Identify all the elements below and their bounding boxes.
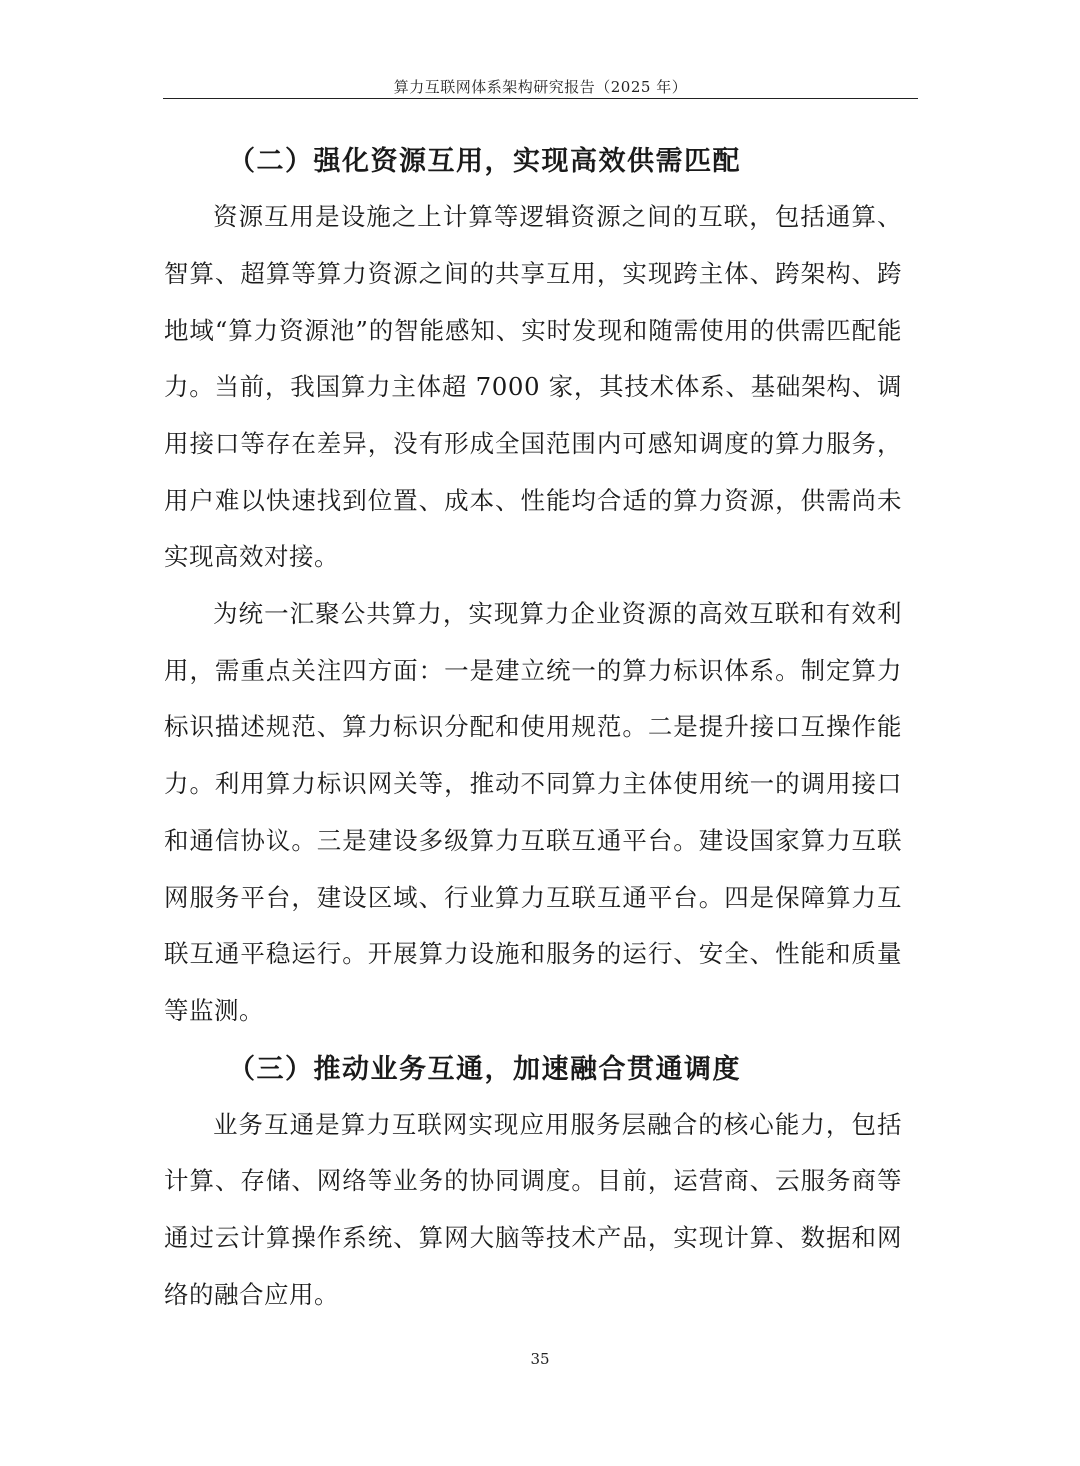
section-2-paragraph-2: 为统一汇聚公共算力，实现算力企业资源的高效互联和有效利用，需重点关注四方面：一是建立统一的算力标识体系。制定算力标识描述规范、算力标识分配和使用规范。二是提升接口互操作能力。利用算力标识网关等，推动不同算力主体使用统一的调用接口和通信协议。三是建设多级算力互联互通平台。建设国家算力互联网服务平台，建设区域、行业算力互联互通平台。四是保障算力互联互通平稳运行。开展算力设施和服务的运行、安全、性能和质量等监测。 bbox=[164, 599, 902, 1025]
header-rule bbox=[163, 98, 918, 99]
section-heading-2: （二）强化资源互用，实现高效供需匹配 bbox=[228, 146, 741, 177]
section-3-paragraph-1: 业务互通是算力互联网实现应用服务层融合的核心能力，包括计算、存储、网络等业务的协同调度。目前，运营商、云服务商等通过云计算操作系统、算网大脑等技术产品，实现计算、数据和网络的融合应用。 bbox=[164, 1109, 902, 1309]
section-heading-3: （三）推动业务互通，加速融合贯通调度 bbox=[228, 1053, 741, 1085]
section-2-paragraph-1: 资源互用是设施之上计算等逻辑资源之间的互联，包括通算、智算、超算等算力资源之间的共享互用，实现跨主体、跨架构、跨地域“算力资源池”的智能感知、实时发现和随需使用的供需匹配能力。当前，我国算力主体超 7000 家，其技术体系、基础架构、调用接口等存在差异，没有形成全国范围内可感知调度的算力服务，用户难以快速找到位置、成本、性能均合适的算力资源，供需尚未实现高效对接。 bbox=[164, 202, 902, 572]
running-header: 算力互联网体系架构研究报告（2025 年） bbox=[393, 78, 688, 96]
page-number: 35 bbox=[530, 1350, 550, 1368]
page-body bbox=[164, 128, 902, 1324]
